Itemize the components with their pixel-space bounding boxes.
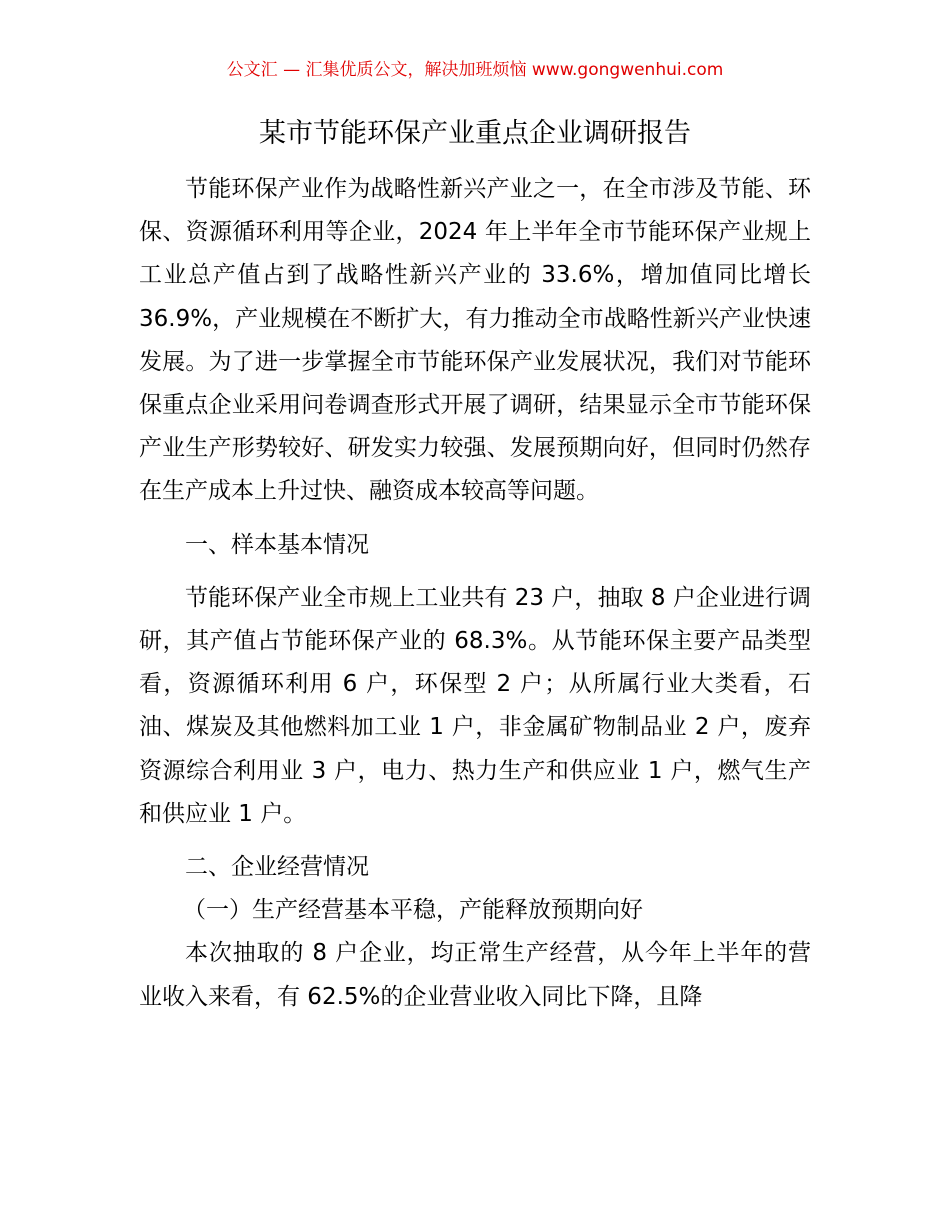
section-2-subheading: （一）生产经营基本平稳，产能释放预期向好	[183, 897, 643, 924]
document-title: 某市节能环保产业重点企业调研报告	[259, 118, 691, 149]
document-body	[139, 168, 811, 1019]
section-2-paragraph: 本次抽取的 8 户企业，均正常生产经营，从今年上半年的营业收入来看，有 62.5%的企业营业收入同比下降，且降	[139, 940, 811, 1010]
section-1-heading: 一、样本基本情况	[185, 531, 369, 558]
intro-paragraph: 节能环保产业作为战略性新兴产业之一，在全市涉及节能、环保、资源循环利用等企业，2024 年上半年全市节能环保产业规上工业总产值占到了战略性新兴产业的 33.6%，增加值同比增长 36.9%，产业规模在不断扩大，有力推动全市战略性新兴产业快速发展。为了进一步掌握全市节能环保产业发展状况，我们对节能环保重点企业采用问卷调查形式开展了调研，结果显示全市节能环保产业生产形势较好、研发实力较强、发展预期向好，但同时仍然存在生产成本上升过快、融资成本较高等问题。	[139, 176, 811, 505]
section-1-paragraph: 节能环保产业全市规上工业共有 23 户，抽取 8 户企业进行调研，其产值占节能环保产业的 68.3%。从节能环保主要产品类型看，资源循环利用 6 户，环保型 2 户；从所属行业大类看，石油、煤炭及其他燃料加工业 1 户，非金属矿物制品业 2 户，废弃资源综合利用业 3 户，电力、热力生产和供应业 1 户，燃气生产和供应业 1 户。	[139, 584, 811, 827]
header-banner[interactable]: 公文汇 — 汇集优质公文，解决加班烦恼 www.gongwenhui.com	[226, 60, 724, 80]
section-2-heading: 二、企业经营情况	[185, 854, 369, 881]
